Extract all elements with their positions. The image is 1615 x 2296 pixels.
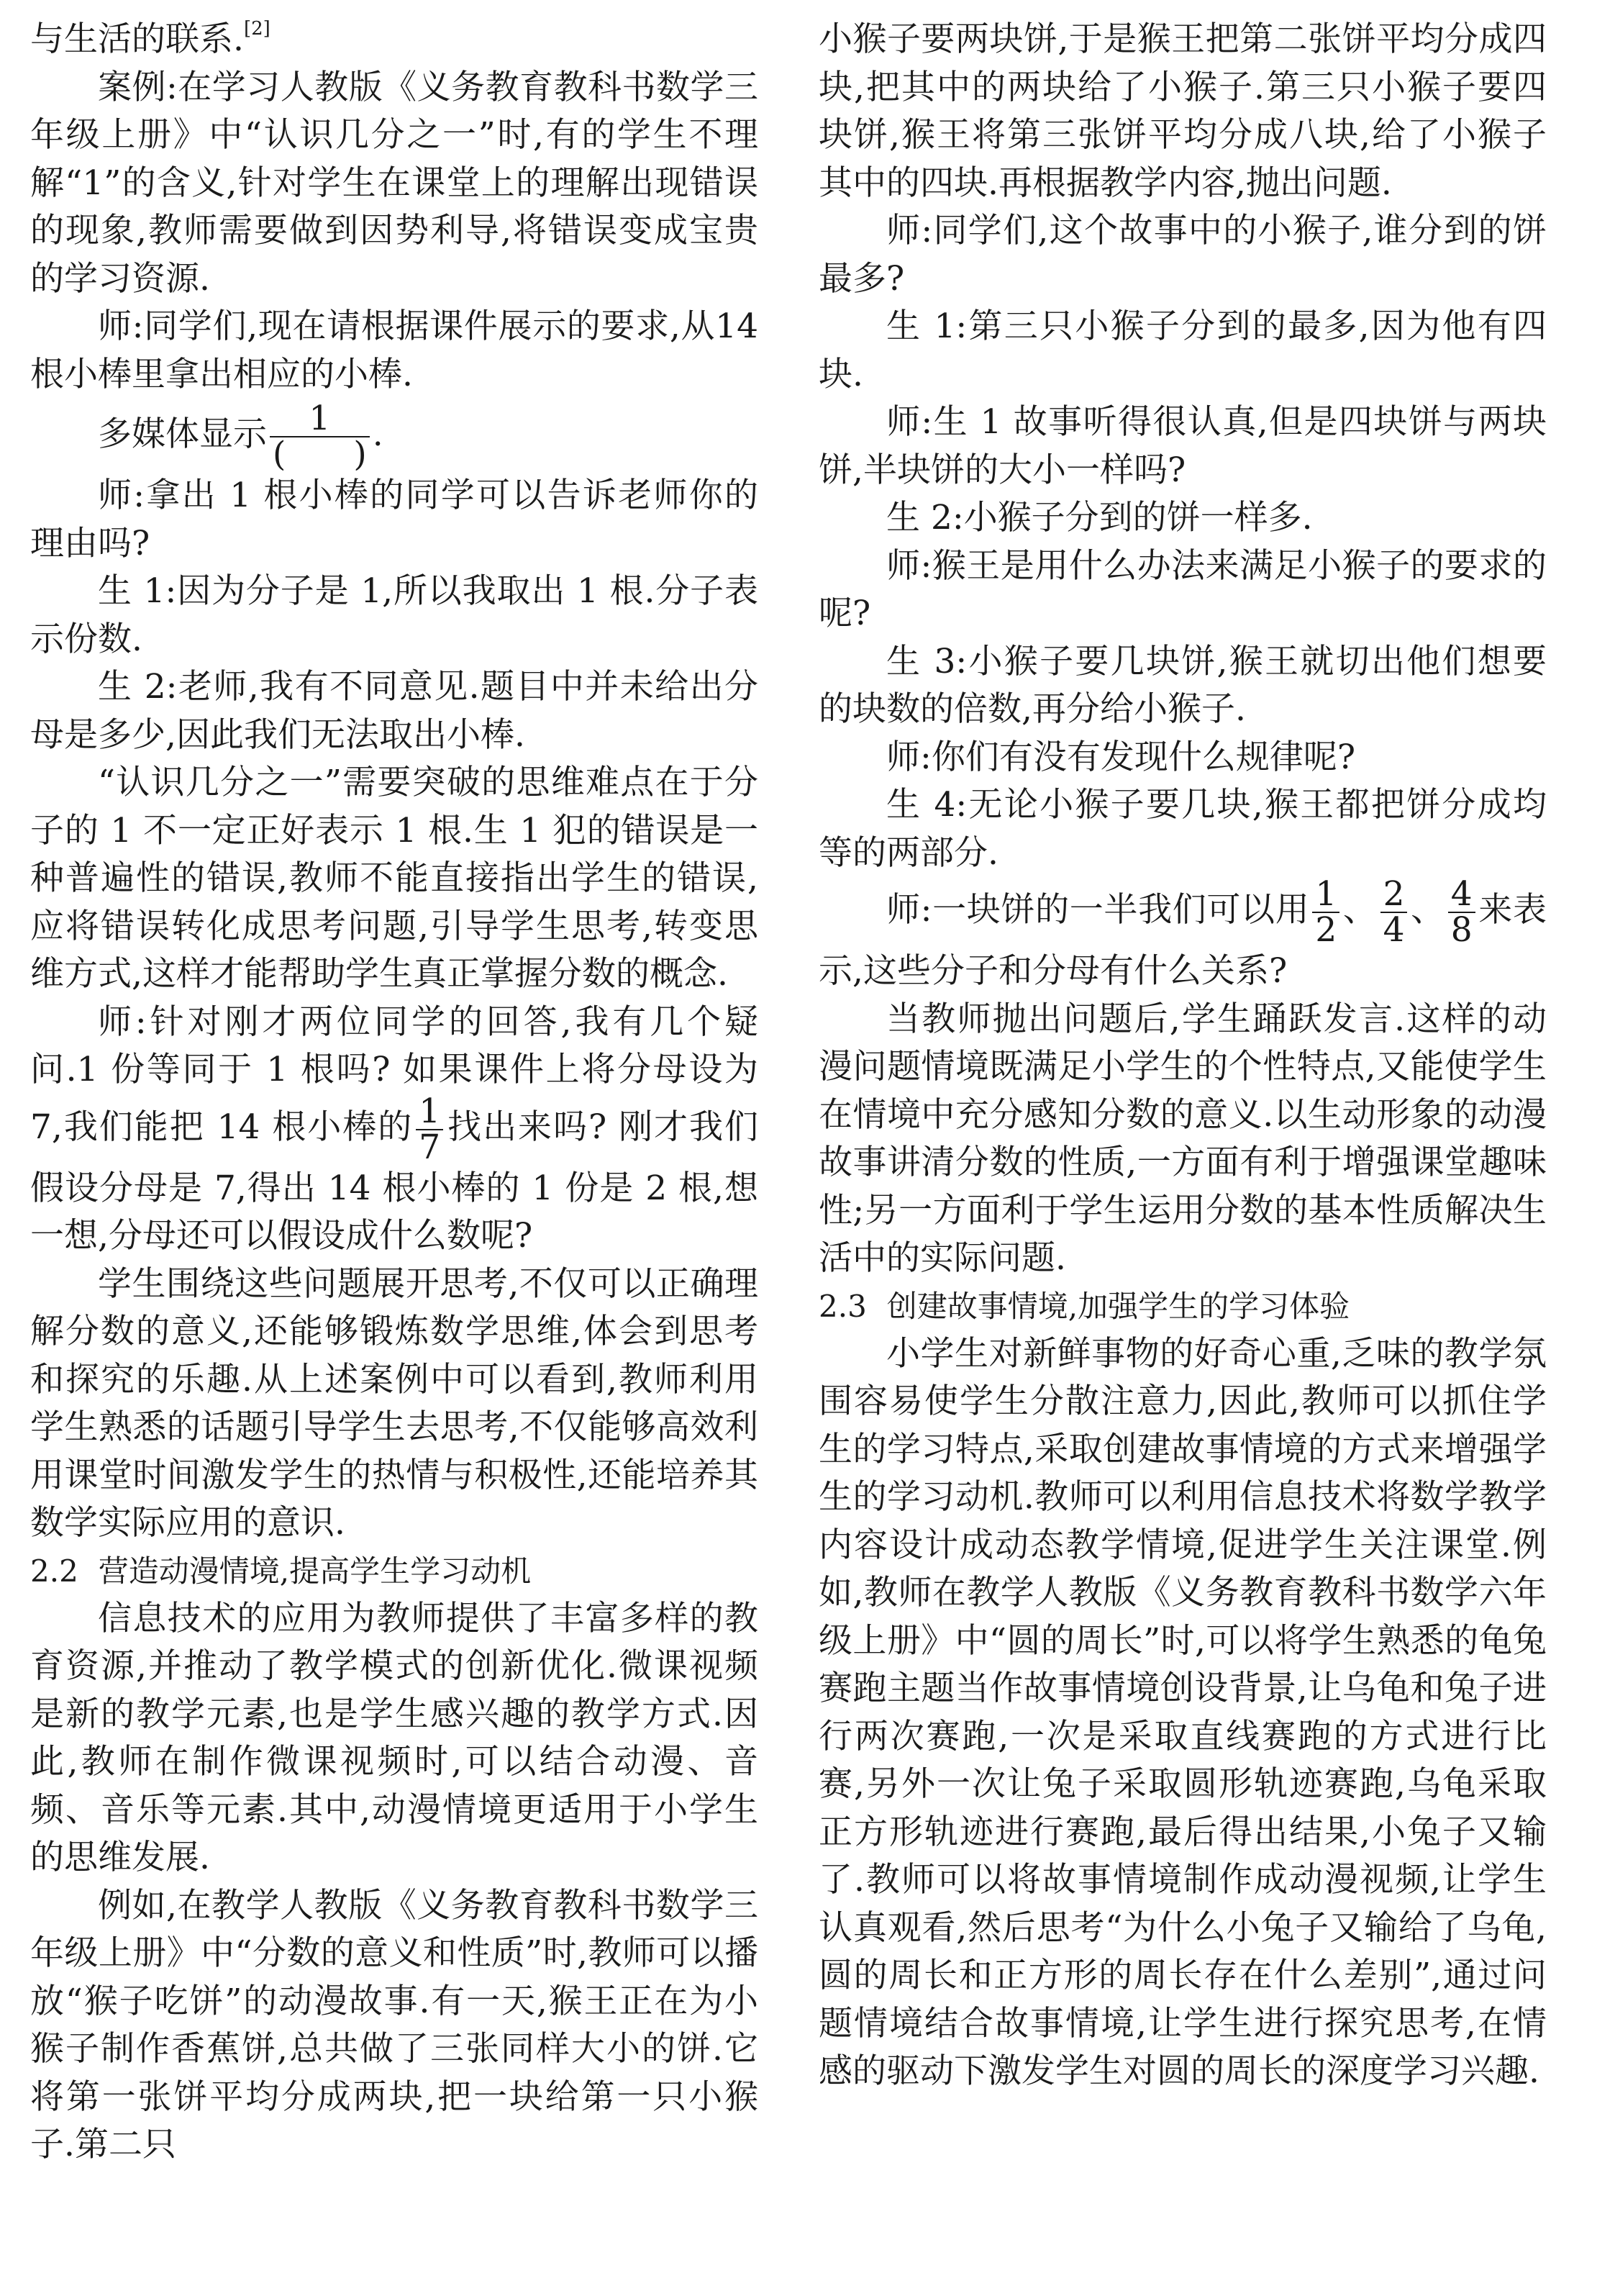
section-number: 2.3	[819, 1288, 867, 1324]
paragraph: 生 1:第三只小猴子分到的最多,因为他有四块.	[819, 307, 1547, 394]
left-column	[30, 16, 758, 2169]
denominator: 8	[1450, 910, 1473, 950]
paragraph: 生 1:因为分子是 1,所以我取出 1 根.分子表示份数.	[30, 571, 758, 659]
numerator: 1	[1312, 877, 1339, 913]
paragraph: 例如,在教学人教版《义务教育教科书数学三年级上册》中“分数的意义和性质”时,教师可以播放“猴子吃饼”的动漫故事.有一天,猴王正在为小猴子制作香蕉饼,总共做了三张同样大小的饼.它将第一张饼平均分成两块,把一块给第一只小猴子.第二只	[30, 1885, 758, 2164]
section-number: 2.2	[30, 1553, 78, 1589]
paragraph: 信息技术的应用为教师提供了丰富多样的教育资源,并推动了教学模式的创新优化.微课视频是新的教学元素,也是学生感兴趣的教学方式.因此,教师在制作微课视频时,可以结合动漫、音频、音乐等元素.其中,动漫情境更适用于小学生的思维发展.	[30, 1598, 758, 1877]
section-heading	[819, 1283, 1547, 1330]
paragraph: 当教师抛出问题后,学生踊跃发言.这样的动漫问题情境既满足小学生的个性特点,又能使学生在情境中充分感知分数的意义.以生动形象的动漫故事讲清分数的性质,一方面有利于增强课堂趣味性;另一方面利于学生运用分数的基本性质解决生活中的实际问题.	[819, 999, 1547, 1278]
paragraph: 师:你们有没有发现什么规律呢?	[886, 737, 1356, 777]
fraction	[1380, 874, 1408, 950]
section-title: 创建故事情境,加强学生的学习体验	[886, 1288, 1350, 1324]
citation: [2]	[243, 18, 270, 40]
fraction	[1448, 874, 1475, 950]
paragraph	[30, 999, 758, 1261]
paragraph-text: 师:针对刚才两位同学的回答,我有几个疑问.1 份等同于 1 根吗? 如果课件上将分母设为 7,我们能把 14 根小棒的	[30, 1002, 758, 1147]
numerator: 2	[1380, 877, 1408, 913]
paragraph	[30, 16, 758, 64]
paragraph: 师:拿出 1 根小棒的同学可以告诉老师你的理由吗?	[30, 476, 758, 563]
section-heading	[30, 1548, 758, 1595]
denominator: 4	[1383, 910, 1405, 950]
separator: 、	[1410, 890, 1445, 930]
numerator: 4	[1448, 877, 1475, 913]
fraction	[416, 1091, 443, 1167]
paragraph: 生 2:小猴子分到的饼一样多.	[886, 498, 1313, 537]
denominator: ( )	[273, 435, 367, 474]
separator: 、	[1342, 890, 1378, 930]
paragraph: 师:猴王是用什么办法来满足小猴子的要求的呢?	[819, 545, 1547, 633]
section-title: 营造动漫情境,提高学生学习动机	[98, 1553, 532, 1589]
paragraph-text: 来表示,这些分子和分母有什么关系?	[819, 890, 1547, 991]
paragraph: 师:生 1 故事听得很认真,但是四块饼与两块饼,半块饼的大小一样吗?	[819, 402, 1547, 490]
fraction	[270, 401, 370, 472]
paragraph-text: .	[372, 414, 383, 454]
denominator: 7	[419, 1127, 441, 1167]
paragraph: 小猴子要两块饼,于是猴王把第二张饼平均分成四块,把其中的两块给了小猴子.第三只小猴子要四块饼,猴王将第三张饼平均分成八块,给了小猴子其中的四块.再根据教学内容,抛出问题.	[819, 19, 1547, 203]
paragraph: 生 4:无论小猴子要几块,猴王都把饼分成均等的两部分.	[819, 785, 1547, 873]
numerator: 1	[416, 1094, 443, 1130]
right-column	[819, 16, 1547, 2096]
paragraph: 生 3:小猴子要几块饼,猴王就切出他们想要的块数的倍数,再分给小猴子.	[819, 641, 1547, 729]
paragraph: 小学生对新鲜事物的好奇心重,乏味的教学氛围容易使学生分散注意力,因此,教师可以抓住学生的学习特点,采取创建故事情境的方式来增强学生的学习动机.教师可以利用信息技术将数学教学内容设计成动态教学情境,促进学生关注课堂.例如,教师在教学人教版《义务教育教科书数学六年级上册》中“圆的周长”时,可以将学生熟悉的龟兔赛跑主题当作故事情境创设背景,让乌龟和兔子进行两次赛跑,一次是采取直线赛跑的方式进行比赛,另外一次让兔子采取圆形轨迹赛跑,乌龟采取正方形轨迹进行赛跑,最后得出结果,小兔子又输了.教师可以将故事情境制作成动漫视频,让学生认真观看,然后思考“为什么小兔子又输给了乌龟,圆的周长和正方形的周长存在什么差别”,通过问题情境结合故事情境,让学生进行探究思考,在情感的驱动下激发学生对圆的周长的深度学习兴趣.	[819, 1333, 1547, 2091]
fraction	[1312, 874, 1339, 950]
paragraph: “认识几分之一”需要突破的思维难点在于分子的 1 不一定正好表示 1 根.生 1 犯的错误是一种普遍性的错误,教师不能直接指出学生的错误,应将错误转化成思考问题,引导学生思考,转变思维方式,这样才能帮助学生真正掌握分数的概念.	[30, 763, 758, 994]
paragraph-text: 与生活的联系.	[30, 19, 244, 59]
paragraph: 师:同学们,现在请根据课件展示的要求,从14 根小棒里拿出相应的小棒.	[30, 307, 758, 394]
paragraph: 案例:在学习人教版《义务教育教科书数学三年级上册》中“认识几分之一”时,有的学生不理解“1”的含义,针对学生在课堂上的理解出现错误的现象,教师需要做到因势利导,将错误变成宝贵的学习资源.	[30, 67, 758, 299]
paragraph	[30, 399, 758, 472]
paragraph-text: 师:一块饼的一半我们可以用	[886, 890, 1310, 930]
denominator: 2	[1315, 910, 1337, 950]
paragraph-text: 找出来吗? 刚才我们假设分母是 7,得出 14 根小棒的 1 份是 2 根,想一想,分母还可以假设成什么数呢?	[30, 1107, 759, 1256]
paragraph	[819, 874, 1547, 996]
paragraph: 师:同学们,这个故事中的小猴子,谁分到的饼最多?	[819, 211, 1547, 299]
numerator: 1	[270, 401, 370, 437]
paragraph: 学生围绕这些问题展开思考,不仅可以正确理解分数的意义,还能够锻炼数学思维,体会到思考和探究的乐趣.从上述案例中可以看到,教师利用学生熟悉的话题引导学生去思考,不仅能够高效利用课堂时间激发学生的热情与积极性,还能培养其数学实际应用的意识.	[30, 1263, 758, 1543]
paragraph-text: 多媒体显示	[98, 414, 267, 454]
paragraph: 生 2:老师,我有不同意见.题目中并未给出分母是多少,因此我们无法取出小棒.	[30, 667, 758, 755]
